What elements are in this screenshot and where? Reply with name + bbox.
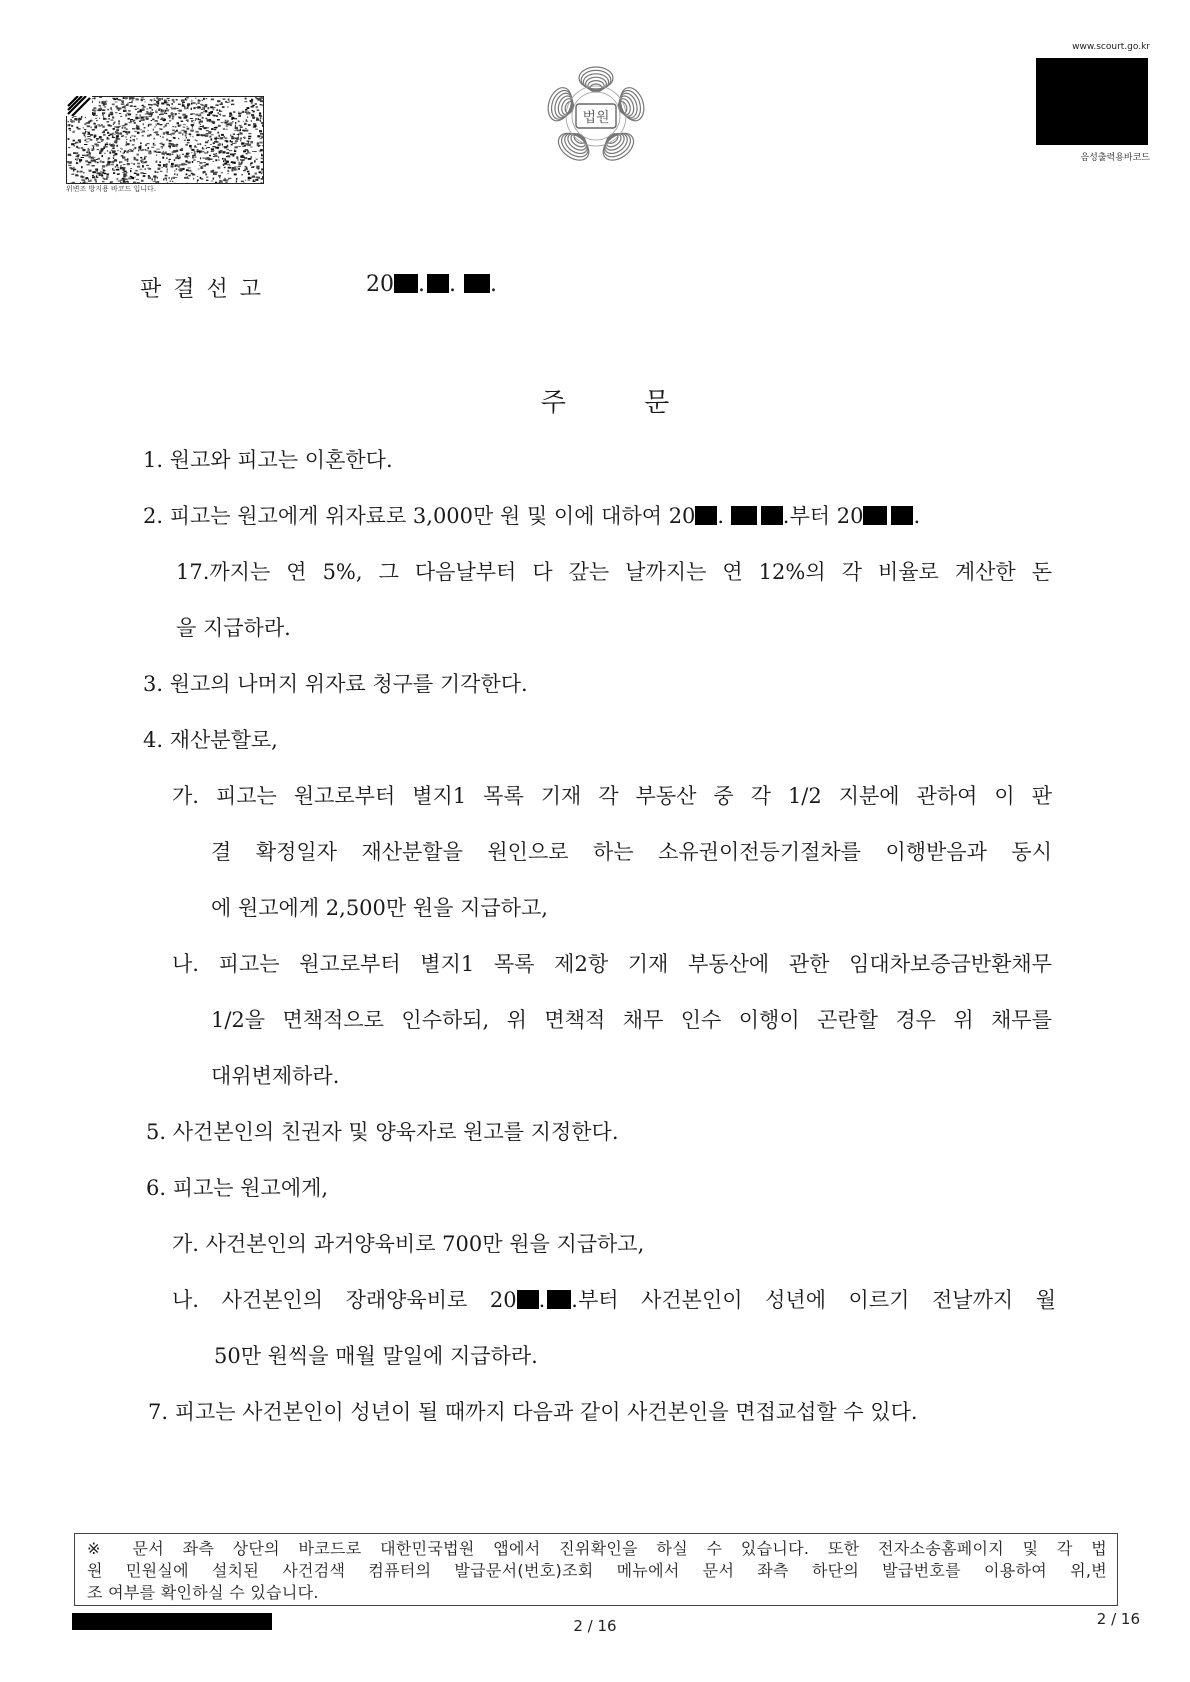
order-item-5: 5. 사건본인의 친권자 및 양육자로 원고를 지정한다. <box>146 1120 619 1144</box>
notice-line-2: 원 민원실에 설치된 사건검색 컴퓨터의 발급문서(번호)조회 메뉴에서 문서 좌측 하단의 발급번호를 이용하여 위,변 <box>87 1561 1107 1580</box>
order-item-4-ga-line-1: 가. 피고는 원고로부터 별지1 목록 기재 각 부동산 중 각 1/2 지분에 관하여 이 판 <box>172 784 1052 808</box>
notice-line-1: ※ 문서 좌측 상단의 바코드로 대한민국법원 앱에서 진위확인을 하실 수 있습니다. 또한 전자소송홈페이지 및 각 법 <box>87 1539 1107 1558</box>
court-emblem-icon <box>540 60 652 172</box>
section-title-order: 주 문 <box>540 388 670 418</box>
redaction-mark <box>464 274 490 293</box>
notice-line-3: 조 여부를 확인하실 수 있습니다. <box>87 1583 319 1602</box>
order-item-4-ga-line-3: 에 원고에게 2,500만 원을 지급하고, <box>211 896 548 920</box>
redaction-mark <box>761 506 783 525</box>
order-item-6-na-line-1: 나. 사건본인의 장래양육비로 20 . .부터 사건본인이 성년에 이르기 전날까지 월 <box>172 1288 1057 1312</box>
order-item-4: 4. 재산분할로, <box>143 728 278 752</box>
redaction-mark <box>863 506 887 525</box>
redaction-mark <box>695 506 717 525</box>
barcode-corner-mark <box>66 96 92 116</box>
redaction-mark <box>891 506 913 525</box>
verification-notice-box <box>74 1533 1118 1606</box>
emblem-label: 법원 <box>582 110 610 126</box>
order-item-4-na-line-2: 1/2을 면책적으로 인수하되, 위 면책적 채무 인수 이행이 곤란할 경우 위 채무를 <box>211 1008 1052 1032</box>
barcode-caption: 위변조 방지용 바코드 입니다. <box>66 185 157 193</box>
order-item-6-na-line-2: 50만 원씩을 매월 말일에 지급하라. <box>214 1344 538 1368</box>
court-website-url: www.scourt.go.kr <box>1072 42 1150 52</box>
order-item-6-ga: 가. 사건본인의 과거양육비로 700만 원을 지급하고, <box>172 1232 645 1256</box>
order-item-2: 2. 피고는 원고에게 위자료로 3,000만 원 및 이에 대하여 20 . .부터 20 . <box>143 504 921 528</box>
page-number-right: 2 / 16 <box>1096 1610 1140 1628</box>
redaction-mark <box>394 274 418 293</box>
judgment-declaration-date: 20 . . . <box>366 272 497 297</box>
order-item-7: 7. 피고는 사건본인이 성년이 될 때까지 다음과 같이 사건본인을 면접교섭할 수 있다. <box>148 1400 918 1424</box>
order-item-1: 1. 원고와 피고는 이혼한다. <box>143 448 393 472</box>
anti-forgery-barcode <box>66 96 264 184</box>
order-item-4-ga-line-2: 결 확정일자 재산분할을 원인으로 하는 소유권이전등기절차를 이행받음과 동시 <box>211 840 1052 864</box>
order-item-6: 6. 피고는 원고에게, <box>146 1176 329 1200</box>
order-item-4-na-line-1: 나. 피고는 원고로부터 별지1 목록 제2항 기재 부동산에 관한 임대차보증금반환채무 <box>172 952 1052 976</box>
redaction-mark <box>547 1290 571 1309</box>
redaction-mark <box>731 506 757 525</box>
judgment-declaration-label: 판결선고 <box>140 277 274 302</box>
barcode-pattern <box>67 97 263 183</box>
page-number-center: 2 / 16 <box>573 1617 617 1635</box>
order-item-3: 3. 원고의 나머지 위자료 청구를 기각한다. <box>143 672 528 696</box>
order-item-2-line-3: 을 지급하라. <box>176 616 291 640</box>
redaction-mark <box>517 1290 539 1309</box>
voice-barcode-caption: 음성출력용바코드 <box>1080 153 1150 163</box>
redaction-mark <box>427 274 449 293</box>
voice-output-barcode <box>1036 58 1148 145</box>
order-item-4-na-line-3: 대위변제하라. <box>211 1064 340 1088</box>
order-item-2-line-2: 17.까지는 연 5%, 그 다음날부터 다 갚는 날까지는 연 12%의 각 비율로 계산한 돈 <box>176 560 1052 584</box>
